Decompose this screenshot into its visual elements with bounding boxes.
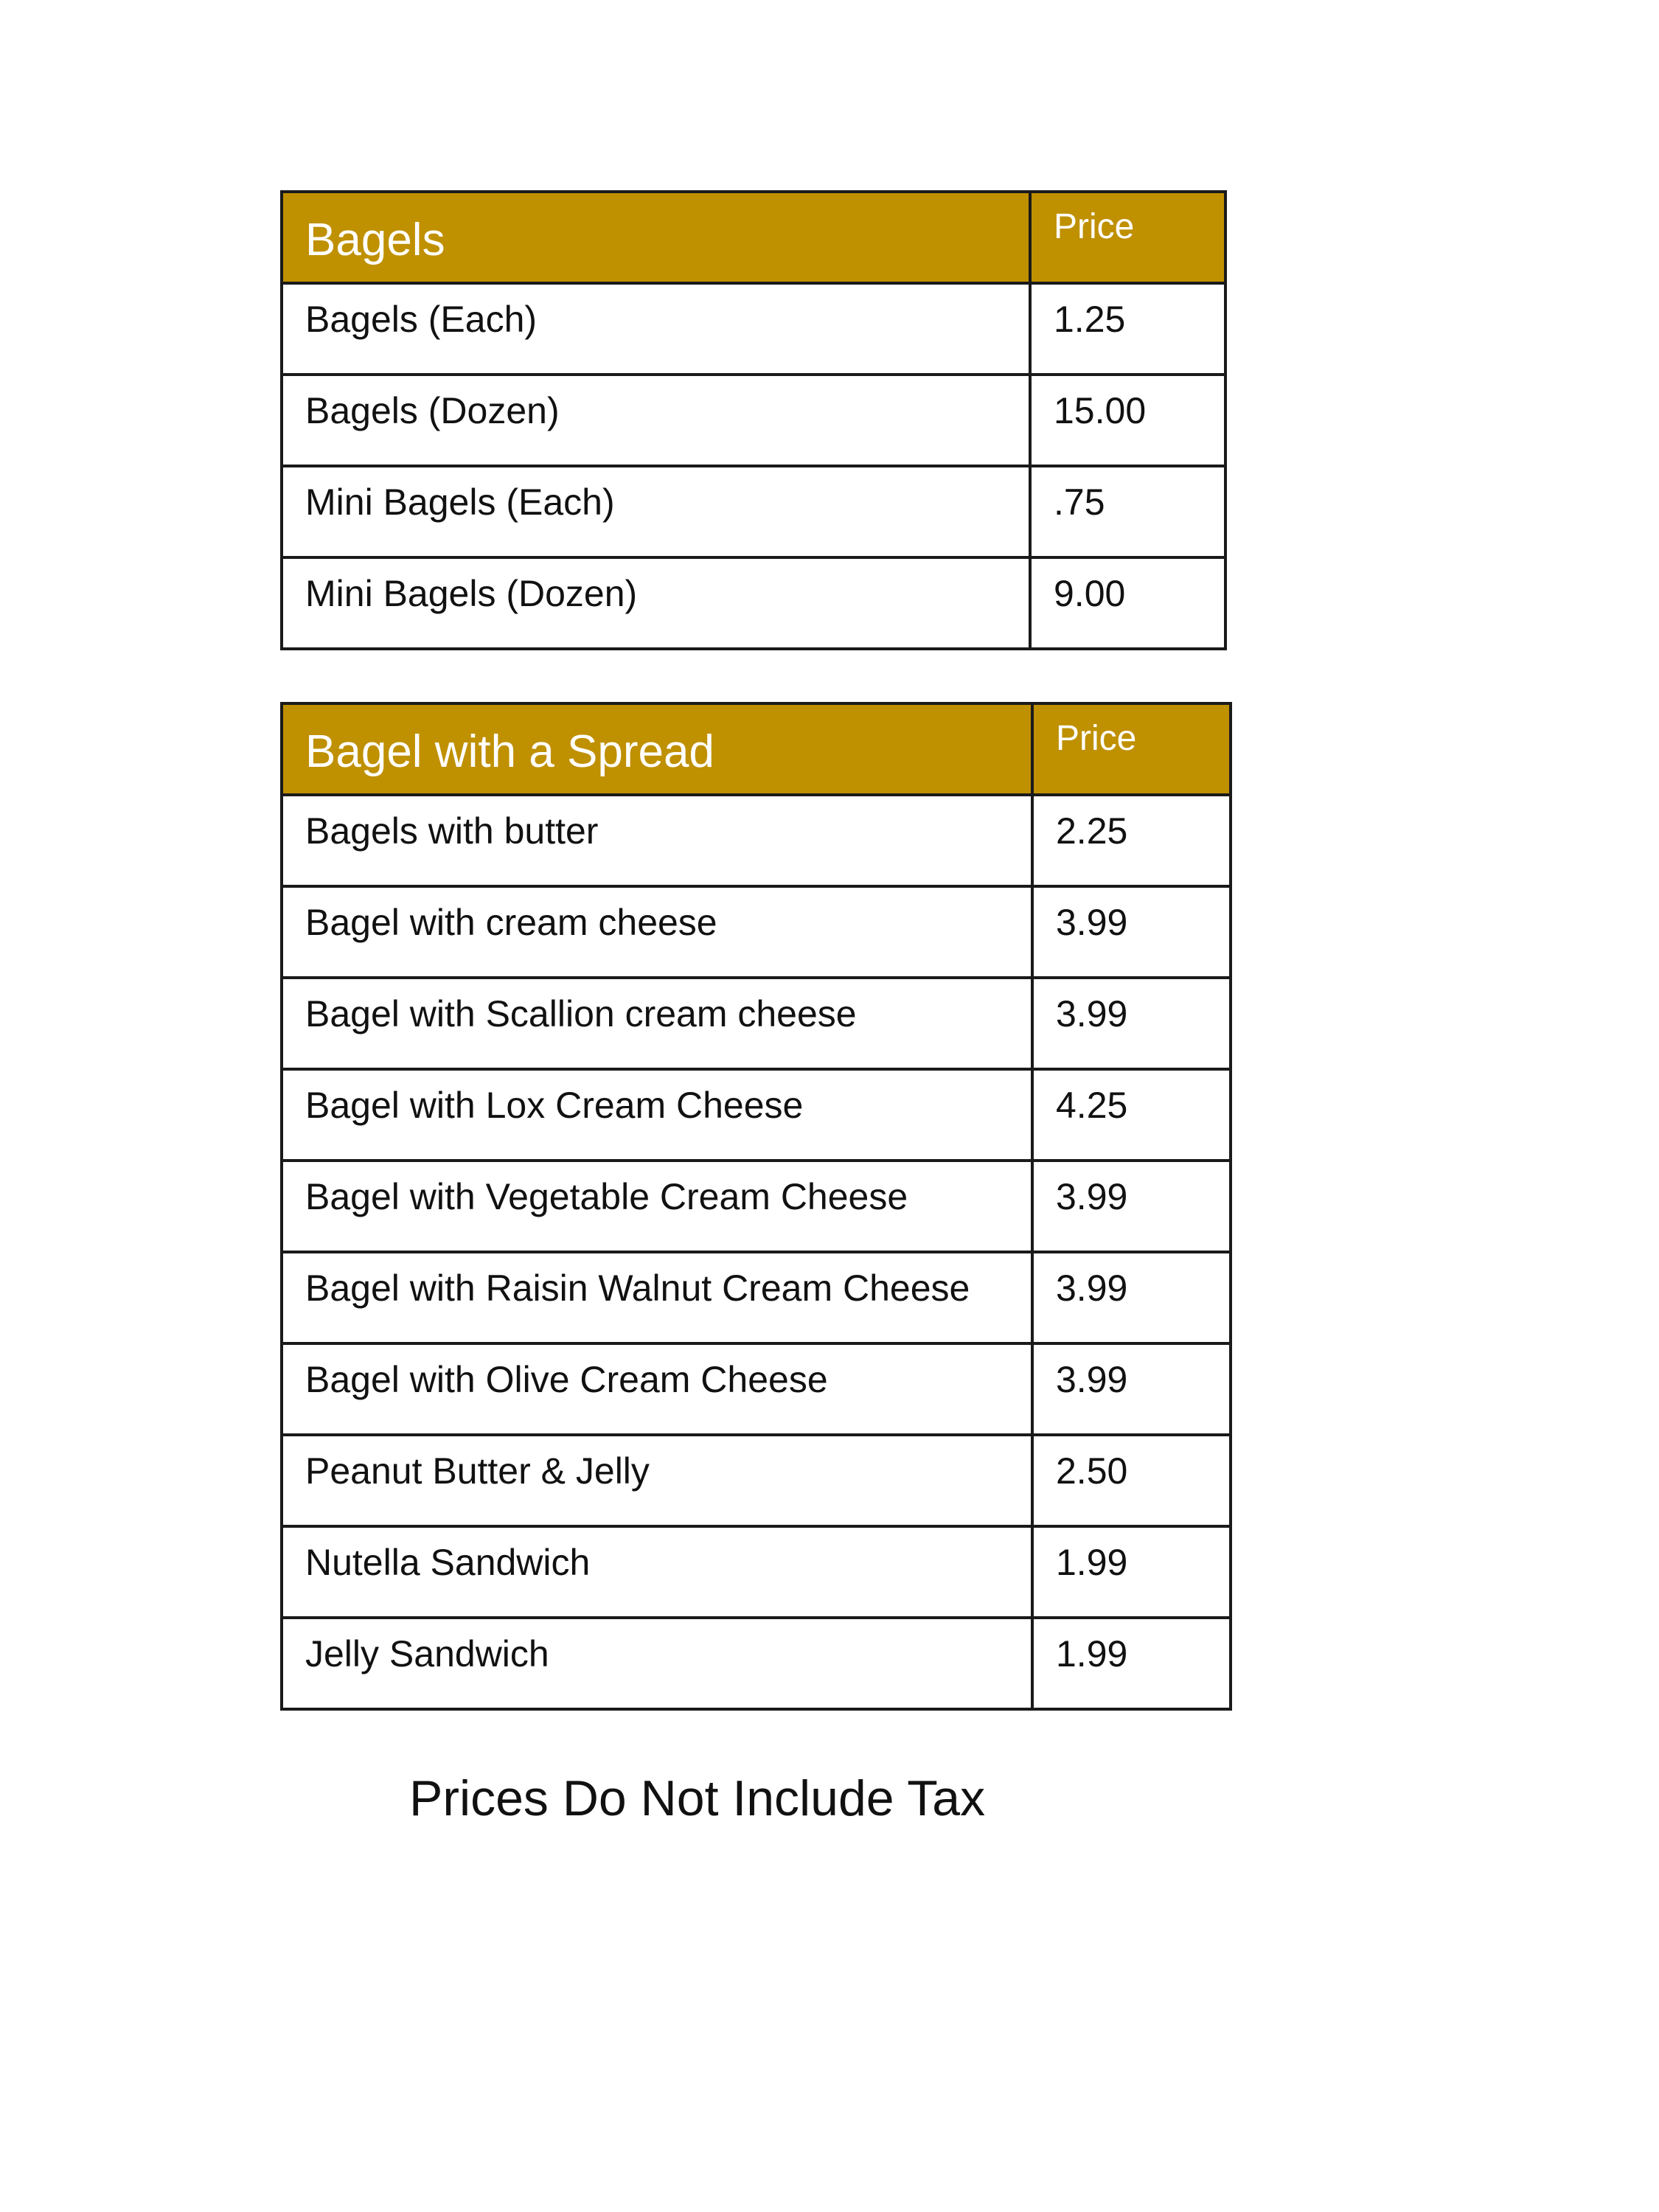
- table-row: [282, 375, 1225, 466]
- table-row: [282, 1161, 1231, 1252]
- item-name-cell: [282, 1069, 1032, 1161]
- price-header-cell: [1030, 192, 1225, 283]
- price-header-cell: [1032, 703, 1231, 795]
- item-price-cell: [1030, 283, 1225, 375]
- section-title: Bagel with a Spread: [305, 726, 714, 777]
- item-price-cell: [1032, 795, 1231, 886]
- table-header-row: [282, 192, 1225, 283]
- item-name: Bagels (Dozen): [305, 390, 560, 431]
- table-row: [282, 795, 1231, 886]
- item-name-cell: [282, 978, 1032, 1069]
- item-price-cell: [1030, 466, 1225, 557]
- item-name-cell: [282, 466, 1030, 557]
- item-price: 1.99: [1056, 1542, 1128, 1583]
- item-price: 2.25: [1056, 810, 1128, 852]
- item-name: Bagel with cream cheese: [305, 902, 717, 943]
- item-name: Nutella Sandwich: [305, 1542, 591, 1583]
- item-name: Bagels (Each): [305, 299, 538, 340]
- item-name: Bagel with Raisin Walnut Cream Cheese: [305, 1267, 970, 1309]
- item-price: 1.99: [1056, 1633, 1128, 1674]
- item-name: Bagel with Vegetable Cream Cheese: [305, 1176, 908, 1217]
- item-name-cell: [282, 375, 1030, 466]
- table-row: [282, 283, 1225, 375]
- item-price-cell: [1030, 557, 1225, 649]
- item-name-cell: [282, 557, 1030, 649]
- item-price: 1.25: [1054, 299, 1126, 340]
- item-price-cell: [1030, 375, 1225, 466]
- tax-disclaimer-note: Prices Do Not Include Tax: [409, 1770, 986, 1826]
- item-price: 3.99: [1056, 902, 1128, 943]
- item-name-cell: [282, 1343, 1032, 1435]
- table-row: [282, 1526, 1231, 1618]
- table-row: [282, 886, 1231, 978]
- item-price-cell: [1032, 1526, 1231, 1618]
- table-row: [282, 466, 1225, 557]
- table-row: [282, 1618, 1231, 1709]
- table-row: [282, 557, 1225, 649]
- item-name: Bagel with Olive Cream Cheese: [305, 1359, 828, 1400]
- item-name-cell: [282, 1435, 1032, 1526]
- item-price-cell: [1032, 1252, 1231, 1343]
- item-name: Peanut Butter & Jelly: [305, 1450, 650, 1492]
- item-price-cell: [1032, 1343, 1231, 1435]
- item-name-cell: [282, 1618, 1032, 1709]
- price-column-header: Price: [1056, 719, 1137, 758]
- item-price: 9.00: [1054, 573, 1126, 614]
- item-name-cell: [282, 1252, 1032, 1343]
- item-price: 2.50: [1056, 1450, 1128, 1492]
- section-title-cell: [282, 703, 1032, 795]
- item-price: 3.99: [1056, 993, 1128, 1034]
- item-name: Jelly Sandwich: [305, 1633, 549, 1674]
- item-name: Bagel with Lox Cream Cheese: [305, 1085, 804, 1126]
- item-name: Mini Bagels (Each): [305, 481, 615, 523]
- price-column-header: Price: [1054, 207, 1135, 246]
- item-price-cell: [1032, 978, 1231, 1069]
- item-price: .75: [1054, 481, 1105, 523]
- table-row: [282, 1069, 1231, 1161]
- item-name: Bagel with Scallion cream cheese: [305, 993, 857, 1034]
- item-price-cell: [1032, 886, 1231, 978]
- item-price: 3.99: [1056, 1359, 1128, 1400]
- item-name-cell: [282, 795, 1032, 886]
- item-price: 3.99: [1056, 1267, 1128, 1309]
- bagels-price-table: [280, 190, 1227, 650]
- item-price: 15.00: [1054, 390, 1147, 431]
- item-name: Mini Bagels (Dozen): [305, 573, 638, 614]
- item-name-cell: [282, 886, 1032, 978]
- item-price-cell: [1032, 1618, 1231, 1709]
- item-price: 3.99: [1056, 1176, 1128, 1217]
- table-header-row: [282, 703, 1231, 795]
- table-row: [282, 1435, 1231, 1526]
- table-row: [282, 978, 1231, 1069]
- section-title: Bagels: [305, 215, 445, 265]
- item-price-cell: [1032, 1161, 1231, 1252]
- section-title-cell: [282, 192, 1030, 283]
- item-name-cell: [282, 1161, 1032, 1252]
- item-name: Bagels with butter: [305, 810, 599, 852]
- table-row: [282, 1343, 1231, 1435]
- item-name-cell: [282, 1526, 1032, 1618]
- item-price: 4.25: [1056, 1085, 1128, 1126]
- item-name-cell: [282, 283, 1030, 375]
- item-price-cell: [1032, 1435, 1231, 1526]
- table-row: [282, 1252, 1231, 1343]
- bagel-with-spread-price-table: [280, 702, 1232, 1711]
- item-price-cell: [1032, 1069, 1231, 1161]
